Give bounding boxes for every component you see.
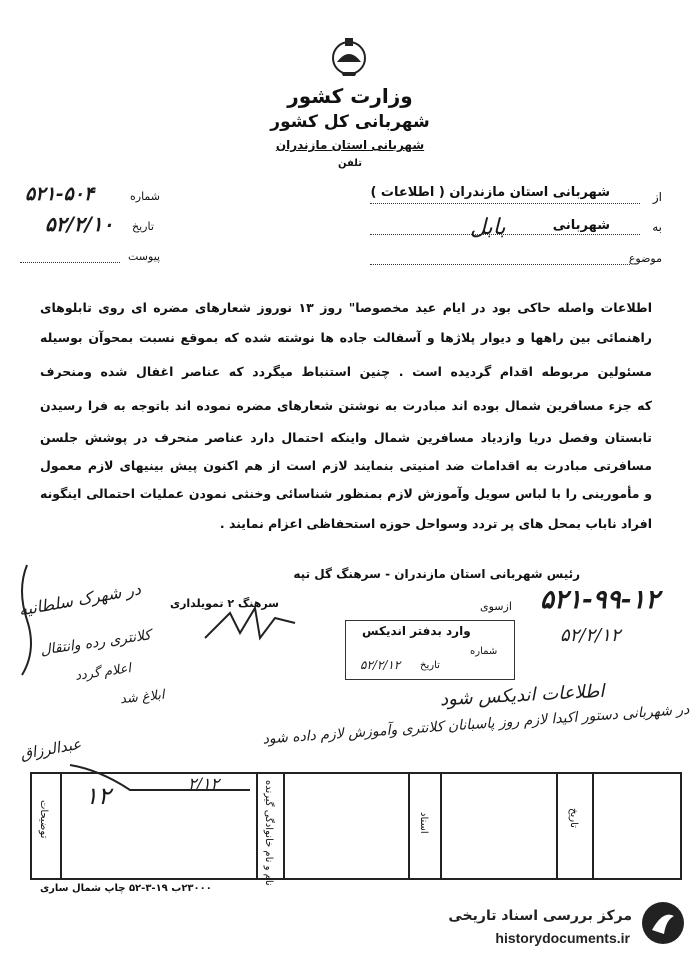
stamp-number-label: شماره [470,646,498,657]
province-police-title: شهربانی استان مازندران [275,138,425,152]
phone-label: تلفن [337,158,363,169]
table-col-divider-3 [283,772,285,880]
body-line-8: افراد ناباب بمحل های پر تردد وسواحل حوزه استحفاظی اعزام نمایند . [219,516,652,531]
table-col-date: تاریخ [568,808,579,828]
subject-label: موضوع [628,252,662,265]
from-line [370,203,640,204]
table-col-divider-5 [440,772,442,880]
body-line-4: که جزء مسافرین شمال بوده اند مبادرت به نوشتن شعارهای مضره نموده اند باتوجه به فرا رسیدن [40,398,652,413]
body-line-7: و مأمورینی را با لباس سویل وآموزش لازم بمنظور شناسائی وخنثی نمودن عملیات احتمالی اینگونه [40,486,652,501]
from-value: شهربانی استان مازندران ( اطلاعات ) [370,185,610,200]
date-value: ۵۲/۲/۱۰ [45,212,114,236]
registry-handwritten-ref: اطلاعات اندیکس شود [439,680,605,711]
table-col-recipient: نام و نام خانوادگی گیرنده [263,780,274,886]
table-right-border [680,772,682,880]
table-handwritten-2: ۲/۱۲ [188,774,220,793]
to-label: به [652,220,662,234]
attachment-line [20,262,120,263]
table-handwritten-1: ۱۲ [85,782,111,810]
body-line-2: راهنمائی بین راهها و دیوار پلاژها و آسفالت جاده ها نوشته شده که بموقع نسبت بمحوآن بوسیله [40,330,652,345]
registry-handwritten-date: ۵۲/۲/۱۲ [560,625,621,646]
emblem-lion-sun [325,32,373,80]
number-label: شماره [130,190,161,203]
table-arrow-mark [60,760,260,810]
body-line-6: مسافرتی مبادرت به اقدامات ضد امنیتی بنمایند لازم است از هم اکنون پیش بینیهای لازم معمول [40,458,652,473]
watermark-title: مرکز بررسی اسناد تاریخی [448,908,632,924]
left-note-3: اعلام گردد [74,661,133,684]
left-note-5: عبدالرزاق [18,734,83,764]
to-line [370,234,640,235]
print-code: ۲۳۰۰۰ب ۱۹-۳-۵۲ چاپ شمال ساری [40,883,212,894]
municipality-title: شهربانی کل کشور [270,112,430,132]
stamp-date-label: تاریخ [420,660,440,671]
date-label: تاریخ [132,220,154,233]
table-bottom-border [30,878,680,880]
stamp-date-value: ۵۲/۲/۱۲ [360,658,401,672]
left-note-4: ابلاغ شد [119,687,166,708]
body-line-1: اطلاعات واصله حاکی بود در ایام عید مخصوصا" روز ۱۳ نوروز شعارهای مضره ای روی تابلوهای [40,300,652,315]
table-col-notes: توضیحات [38,800,49,839]
registry-handwritten-order: در شهربانی دستور اکیدا لازم روز پاسبانان کلانتری وآموزش لازم داده شود [262,701,690,748]
to-handwritten: بابل [470,215,506,240]
left-note-2: کلانتری رده وانتقال [39,627,152,659]
signature-scribble [200,598,300,648]
body-line-3: مسئولین مربوطه اقدام گردیده است . چنین استنباط میگردد که عناصر اغفال شده ومنحرف [40,364,652,379]
signature-deputy: سرهنگ ۲ تمویلداری [170,597,279,610]
registry-handwritten-number: ۵۲۱-۹۹-۱۲ [540,585,660,615]
table-col-divider-4 [408,772,410,880]
table-left-border [30,772,32,880]
ministry-title: وزارت کشور [287,84,413,108]
table-col-divider-7 [592,772,594,880]
left-note-1: در شهرک سلطانیه [17,579,143,620]
to-value: شهربانی [552,218,610,233]
signature-title: رئیس شهربانی استان مازندران - سرهنگ گل تپه [293,567,580,581]
table-col-divider-6 [556,772,558,880]
watermark-url: historydocuments.ir [495,930,630,946]
left-margin-mark [12,560,42,680]
number-value: ۵۲۱-۵۰۴ [25,183,95,205]
attachment-label: پیوست [128,250,161,263]
body-line-5: تابستان وفصل دریا وازدیاد مسافرین شمال واینکه احتمال دارد عناصر منحرف در پوشش جلسن [40,430,652,445]
from-label: از [652,190,662,204]
stamp-office: وارد بدفتر اندیکس [362,624,471,638]
watermark-logo [640,900,686,946]
table-col-doc: اسناد [418,812,429,834]
subject-line [370,264,630,265]
registry-from-label: ازسوی [480,600,512,613]
